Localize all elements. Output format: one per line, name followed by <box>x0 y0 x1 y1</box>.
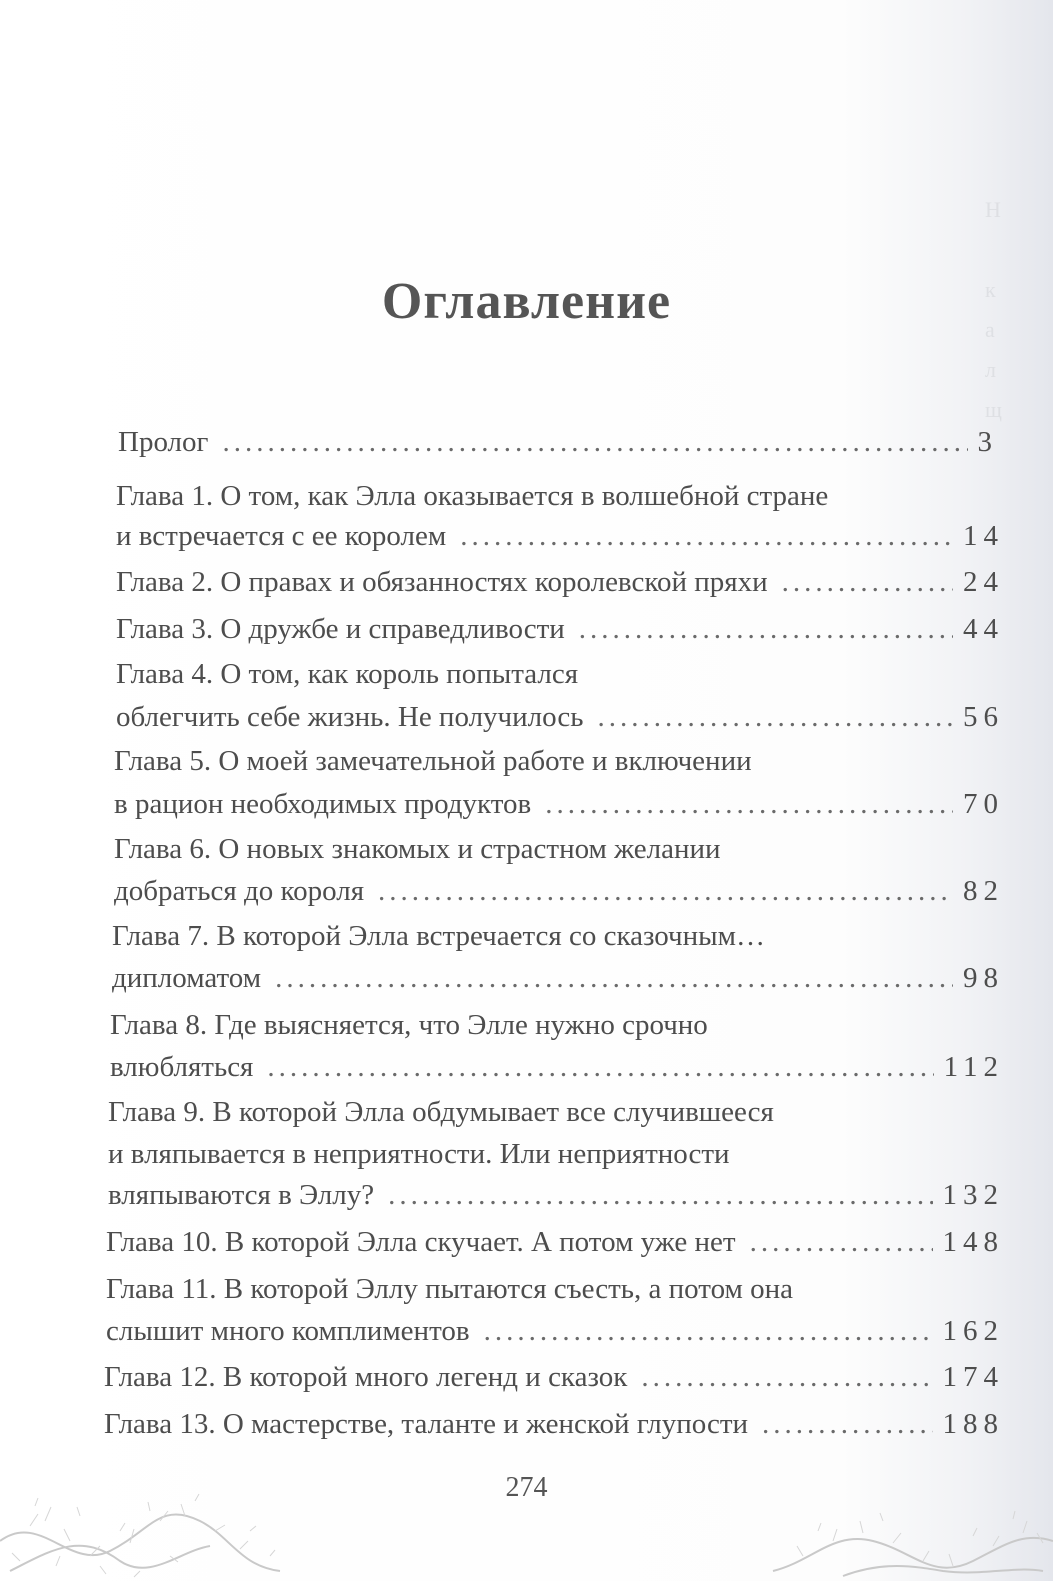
toc-entry-chapter-4[interactable] <box>116 699 1004 735</box>
toc-entry-chapter-1[interactable] <box>116 518 1004 554</box>
toc-entry-title: Пролог <box>118 426 209 458</box>
toc-entry-chapter-8[interactable] <box>110 1049 1004 1085</box>
toc-page-number: 112 <box>943 1051 1004 1083</box>
toc-entry-title: вляпываются в Эллу? <box>108 1179 375 1211</box>
toc-entry-title: и встречается с ее королем <box>116 520 447 552</box>
toc-entry-title: облегчить себе жизнь. Не получилось <box>116 701 584 733</box>
page-number: 274 <box>505 1472 548 1503</box>
leader-dots <box>275 960 953 996</box>
toc-entry-chapter-7[interactable] <box>112 960 1004 996</box>
toc-page-number: 174 <box>942 1361 1004 1393</box>
toc-entry-title: влюбляться <box>110 1051 254 1083</box>
toc-page-number: 24 <box>963 566 1004 598</box>
leader-dots <box>267 1049 933 1085</box>
leader-dots <box>545 786 953 822</box>
toc-entry-chapter-3[interactable] <box>116 611 1004 647</box>
toc-page-number: 70 <box>963 788 1004 820</box>
page-title: Оглавление <box>381 273 672 330</box>
toc-entry-title: дипломатом <box>112 962 262 994</box>
leader-dots <box>762 1406 932 1442</box>
toc-page-number: 56 <box>963 701 1004 733</box>
leader-dots <box>460 518 953 554</box>
leader-dots <box>782 564 953 600</box>
toc-page-number: 162 <box>942 1315 1004 1347</box>
toc-entry-chapter-6[interactable] <box>114 873 1004 909</box>
toc-entry-chapter-10[interactable] <box>106 1224 1004 1260</box>
toc-entry-title-line[interactable]: Глава 6. О новых знакомых и страстном желании <box>114 833 721 865</box>
toc-entry-title-line[interactable]: Глава 5. О моей замечательной работе и включении <box>114 745 752 777</box>
toc-entry-chapter-2[interactable] <box>116 564 1004 600</box>
toc-entry-title: слышит много комплиментов <box>106 1315 470 1347</box>
toc-entry-chapter-9[interactable] <box>108 1177 1004 1213</box>
leader-dots <box>378 873 953 909</box>
toc-entry-title: в рацион необходимых продуктов <box>114 788 532 820</box>
toc-entry-chapter-13[interactable] <box>104 1406 1004 1442</box>
toc-entry-title-line[interactable]: Глава 7. В которой Элла встречается со сказочным… <box>112 920 765 952</box>
toc-entry-title-line[interactable]: Глава 8. Где выясняется, что Элле нужно срочно <box>110 1009 708 1041</box>
toc-page-number: 132 <box>942 1179 1004 1211</box>
toc-page-number: 14 <box>963 520 1004 552</box>
toc-entry-title: Глава 2. О правах и обязанностях королевской пряхи <box>116 566 768 598</box>
leader-dots <box>388 1177 932 1213</box>
toc-page-number: 148 <box>942 1226 1004 1258</box>
leader-dots <box>597 699 953 735</box>
toc-entry-title: Глава 12. В которой много легенд и сказок <box>104 1361 628 1393</box>
toc-entry-title-line[interactable]: Глава 9. В которой Элла обдумывает все случившееся <box>108 1096 774 1128</box>
toc-entry-title: добраться до короля <box>114 875 365 907</box>
leader-dots <box>484 1313 933 1349</box>
toc-page-number: 44 <box>963 613 1004 645</box>
toc-entry-chapter-5[interactable] <box>114 786 1004 822</box>
leader-dots <box>750 1224 933 1260</box>
toc-entry-title-line[interactable]: Глава 4. О том, как король попытался <box>116 658 579 690</box>
toc-entry-title: Глава 3. О дружбе и справедливости <box>116 613 565 645</box>
floral-ornament-left-icon <box>0 1471 360 1581</box>
floral-ornament-right-icon <box>693 1471 1053 1581</box>
toc-entry-title: Глава 10. В которой Элла скучает. А потом уже нет <box>106 1226 736 1258</box>
bleed-through-text: Н к а л щ <box>985 197 1002 422</box>
toc-page-number: 98 <box>963 962 1004 994</box>
toc-entry-title-line[interactable]: и вляпывается в неприятности. Или неприятности <box>108 1138 730 1170</box>
toc-entry-chapter-12[interactable] <box>104 1359 1004 1395</box>
toc-page-number: 3 <box>977 426 998 458</box>
toc-entry-title-line[interactable]: Глава 11. В которой Эллу пытаются съесть, а потом она <box>106 1273 794 1305</box>
leader-dots <box>222 424 967 460</box>
leader-dots <box>579 611 953 647</box>
toc-entry-chapter-11[interactable] <box>106 1313 1004 1349</box>
toc-page-number: 82 <box>963 875 1004 907</box>
leader-dots <box>641 1359 932 1395</box>
toc-page-number: 188 <box>942 1408 1004 1440</box>
toc-entry-title: Глава 13. О мастерстве, таланте и женской глупости <box>104 1408 749 1440</box>
toc-entry-title-line[interactable]: Глава 1. О том, как Элла оказывается в волшебной стране <box>116 480 829 512</box>
toc-entry-prologue[interactable] <box>118 424 998 460</box>
